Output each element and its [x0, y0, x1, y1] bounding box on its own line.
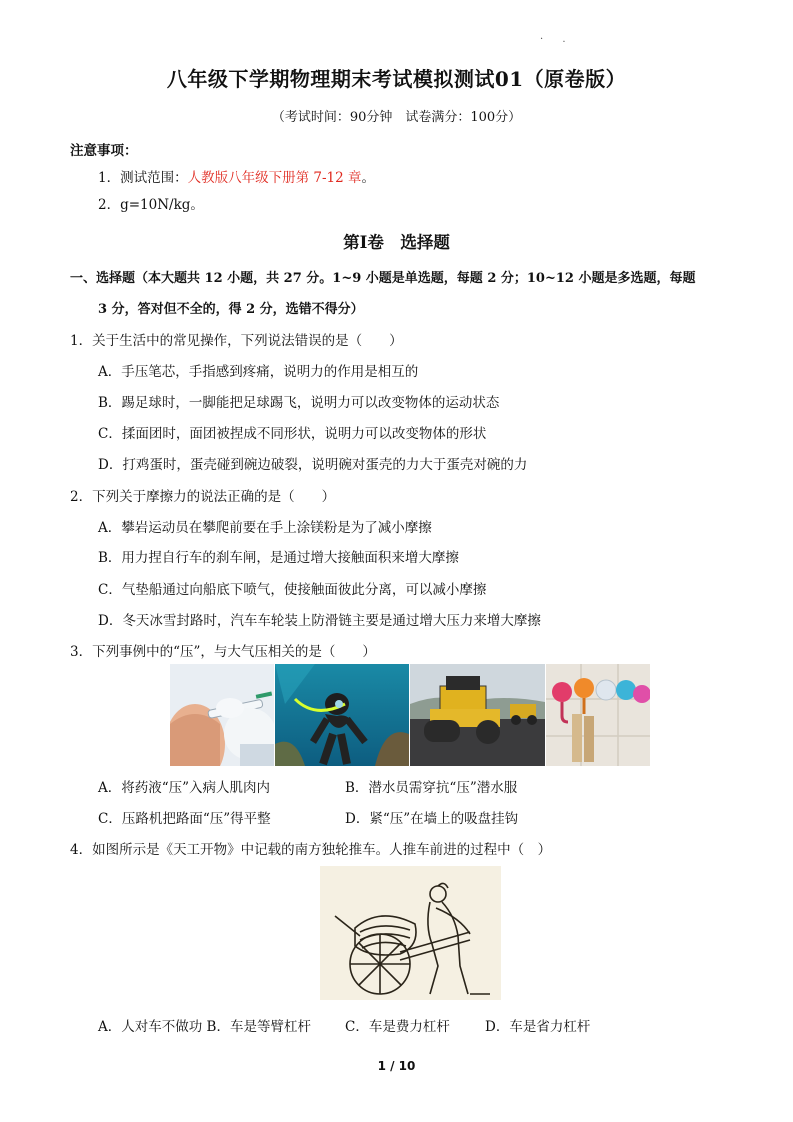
question-1-option-d: D．打鸡蛋时，蛋壳碰到碗边破裂，说明碗对蛋壳的力大于蛋壳对碗的力 [98, 457, 528, 473]
note-item-gravity: 2．g=10N/kg。 [98, 197, 204, 213]
question-2-option-b: B．用力捏自行车的刹车闸，是通过增大接触面积来增大摩擦 [98, 550, 459, 566]
exam-info: （考试时间：90分钟 试卷满分：100分） [271, 110, 522, 125]
page-number: 1 / 10 [377, 1059, 416, 1073]
part1-instructions-line2: 3 分，答对但不全的，得 2 分，选错不得分） [98, 302, 364, 317]
question-3-option-a: A．将药液“压”入病人肌肉内 [98, 780, 271, 796]
note-scope-prefix: 1．测试范围： [98, 170, 188, 186]
part1-instructions-line1: 一、选择题（本大题共 12 小题，共 27 分。1~9 小题是单选题，每题 2 分；10~12 小题是多选题，每题 [70, 271, 696, 286]
question-2-option-d: D．冬天冰雪封路时，汽车车轮装上防滑链主要是通过增大压力来增大摩擦 [98, 613, 541, 629]
question-3-option-b: B．潜水员需穿抗“压”潜水服 [345, 780, 518, 796]
question-1-option-b: B．踢足球时，一脚能把足球踢飞，说明力可以改变物体的运动状态 [98, 395, 500, 411]
note-scope-suffix: 。 [361, 170, 376, 186]
section-title: 第Ⅰ卷 选择题 [343, 233, 450, 252]
notes-heading: 注意事项： [70, 143, 138, 159]
question-1-option-a: A．手压笔芯，手指感到疼痛，说明力的作用是相互的 [98, 364, 419, 380]
injection-photo [170, 664, 274, 766]
top-dots: · . [540, 34, 574, 45]
road-roller-photo [410, 664, 545, 766]
question-2-option-c: C．气垫船通过向船底下喷气，使接触面彼此分离，可以减小摩擦 [98, 582, 487, 598]
page-title: 八年级下学期物理期末考试模拟测试01（原卷版） [166, 67, 627, 91]
question-4-option-c: C．车是费力杠杆 [345, 1019, 450, 1035]
injection-illustration [170, 664, 274, 766]
question-2-stem: 2．下列关于摩擦力的说法正确的是（ ） [70, 489, 336, 505]
suction-hook-illustration [546, 664, 650, 766]
diver-illustration [275, 664, 409, 766]
question-4-stem: 4．如图所示是《天工开物》中记载的南方独轮推车。人推车前进的过程中（ ） [70, 842, 552, 858]
question-4-option-ab: A．人对车不做功 B．车是等臂杠杆 [98, 1019, 311, 1035]
note-item-scope [98, 166, 375, 186]
question-3-stem: 3．下列事例中的“压”，与大气压相关的是（ ） [70, 644, 376, 660]
diver-photo [275, 664, 409, 766]
question-2-option-a: A．攀岩运动员在攀爬前要在手上涂镁粉是为了减小摩擦 [98, 520, 432, 536]
question-1-stem: 1．关于生活中的常见操作，下列说法错误的是（ ） [70, 333, 403, 349]
wheelbarrow-illustration [320, 866, 501, 1000]
note-scope-highlight: 人教版八年级下册第 7-12 章 [187, 170, 362, 186]
road-roller-illustration [410, 664, 545, 766]
question-1-option-c: C．揉面团时，面团被捏成不同形状，说明力可以改变物体的形状 [98, 426, 487, 442]
question-4-option-d: D．车是省力杠杆 [485, 1019, 591, 1035]
suction-hook-photo [546, 664, 650, 766]
wheelbarrow-drawing [320, 866, 501, 1000]
question-3-option-d: D．紧“压”在墙上的吸盘挂钩 [345, 811, 519, 827]
question-3-option-c: C．压路机把路面“压”得平整 [98, 811, 271, 827]
